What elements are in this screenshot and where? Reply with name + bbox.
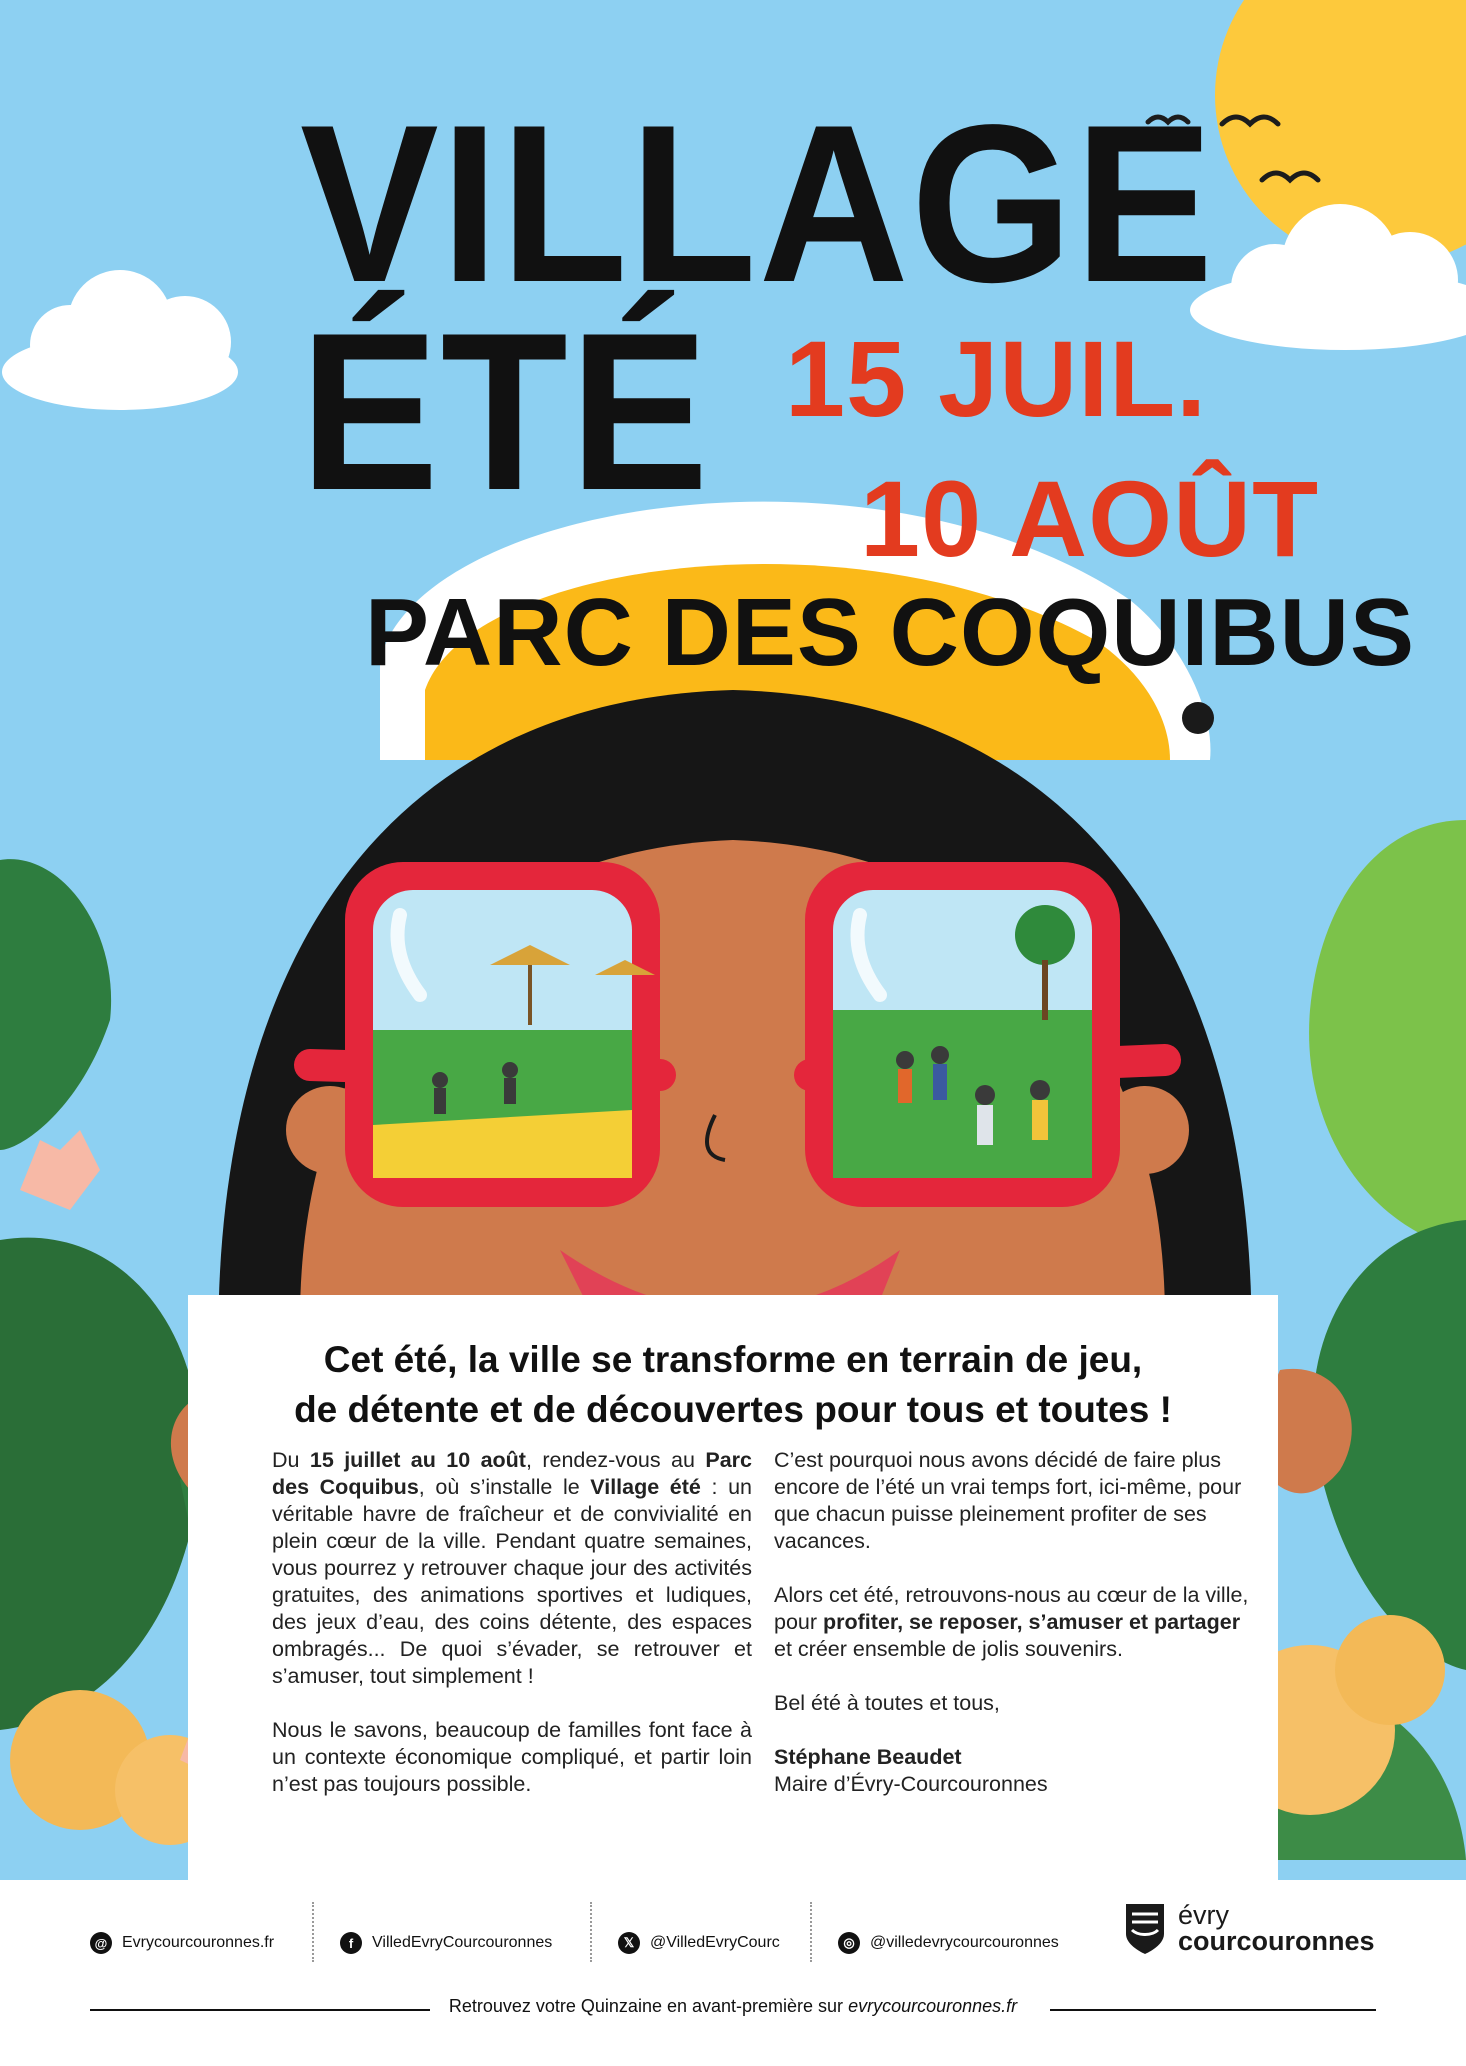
poster-title-line1: VILLAGE <box>300 79 1216 330</box>
facebook-link-label: VilledEvryCourcouronnes <box>372 1934 553 1951</box>
tree-icon <box>1015 905 1075 965</box>
rule-right <box>1050 2009 1376 2011</box>
right-paragraph-2: Alors cet été, retrouvons-nous au cœur de la ville, pour profiter, se reposer, s’amuser et partager et créer ensemble de jolis souvenirs. <box>774 1583 1249 1661</box>
right-lens-grass <box>833 1010 1092 1178</box>
website-link-label: Evrycourcouronnes.fr <box>122 1934 275 1951</box>
letter-headline <box>188 1335 1278 1435</box>
headline-line1: Cet été, la ville se transforme en terrain de jeu, <box>323 1339 1143 1380</box>
x-link-label: @VilledEvryCourc <box>650 1934 780 1951</box>
right-paragraph-1: C’est pourquoi nous avons décidé de faire plus encore de l’été un vrai temps fort, ici-même, pour que chacun puisse pleinement profiter de ses vacances. <box>774 1448 1242 1553</box>
facebook-link[interactable] <box>340 1926 552 1960</box>
headline-line2: de détente et de découvertes pour tous et toutes ! <box>294 1389 1172 1430</box>
instagram-icon: ◎ <box>838 1932 860 1954</box>
x-icon: 𝕏 <box>618 1932 640 1954</box>
poster-title-line2: ÉTÉ <box>300 287 711 538</box>
right-paragraph-3: Bel été à toutes et tous, <box>774 1691 1000 1715</box>
signature-title: Maire d’Évry-Courcouronnes <box>774 1772 1048 1796</box>
letter-right-column <box>774 1447 1252 1798</box>
city-logo <box>1122 1900 1375 1956</box>
at-icon: @ <box>90 1932 112 1954</box>
footer <box>0 1880 1466 2066</box>
divider <box>810 1902 812 1962</box>
instagram-link-label: @villedevrycourcouronnes <box>870 1934 1059 1951</box>
date-start: 15 JUIL. <box>785 318 1208 439</box>
left-paragraph-1: Du 15 juillet au 10 août, rendez-vous au Parc des Coquibus, où s’installe le Village été : un véritable havre de fraîcheur et de convivialité en plein cœur de la ville. Pendant quatre semaines, vous pourrez y retrouver chaque jour des activités gratuites, des animations sportives et ludiques, des jeux d’eau, des coins détente, des espaces ombragés... De quoi s’évader, se retrouver et s’amuser, tout simplement ! <box>272 1448 752 1688</box>
facebook-icon: f <box>340 1932 362 1954</box>
letter-left-column <box>272 1447 752 1825</box>
divider <box>312 1902 314 1962</box>
city-emblem-icon <box>1122 1900 1168 1956</box>
divider <box>590 1902 592 1962</box>
signature-name: Stéphane Beaudet <box>774 1745 962 1769</box>
left-paragraph-2: Nous le savons, beaucoup de familles font face à un contexte économique compliqué, et partir loin n’est pas toujours possible. <box>272 1718 752 1796</box>
footer-tagline: Retrouvez votre Quinzaine en avant-première sur evrycourcouronnes.fr <box>448 1996 1018 2016</box>
tagline-link[interactable]: evrycourcouronnes.fr <box>848 1996 1018 2016</box>
x-link[interactable] <box>618 1926 780 1960</box>
letter-card <box>188 1295 1278 1880</box>
location-title: PARC DES COQUIBUS <box>365 579 1415 686</box>
website-link[interactable] <box>90 1926 274 1960</box>
logo-line1: évry <box>1178 1900 1230 1930</box>
instagram-link[interactable] <box>838 1926 1059 1960</box>
signature <box>774 1744 1252 1798</box>
logo-line2: courcouronnes <box>1178 1926 1375 1956</box>
date-end: 10 AOÛT <box>860 458 1320 579</box>
